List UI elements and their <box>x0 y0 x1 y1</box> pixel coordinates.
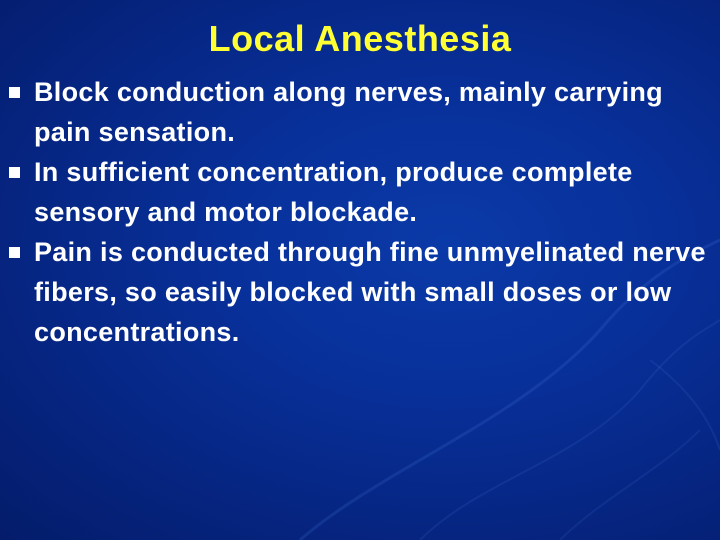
square-bullet-icon <box>9 247 20 258</box>
bullet-text: In sufficient concentration, produce complete sensory and motor blockade. <box>34 157 633 227</box>
bullet-list <box>0 72 720 352</box>
bullet-text: Pain is conducted through fine unmyelinated nerve fibers, so easily blocked with small doses or low concentrations. <box>34 237 706 347</box>
square-bullet-icon <box>9 87 20 98</box>
bullet-item <box>0 72 720 152</box>
square-bullet-icon <box>9 167 20 178</box>
bullet-text: Block conduction along nerves, mainly carrying pain sensation. <box>34 77 663 147</box>
bullet-item <box>0 152 720 232</box>
slide-title: Local Anesthesia <box>208 18 512 59</box>
bullet-item <box>0 232 720 352</box>
